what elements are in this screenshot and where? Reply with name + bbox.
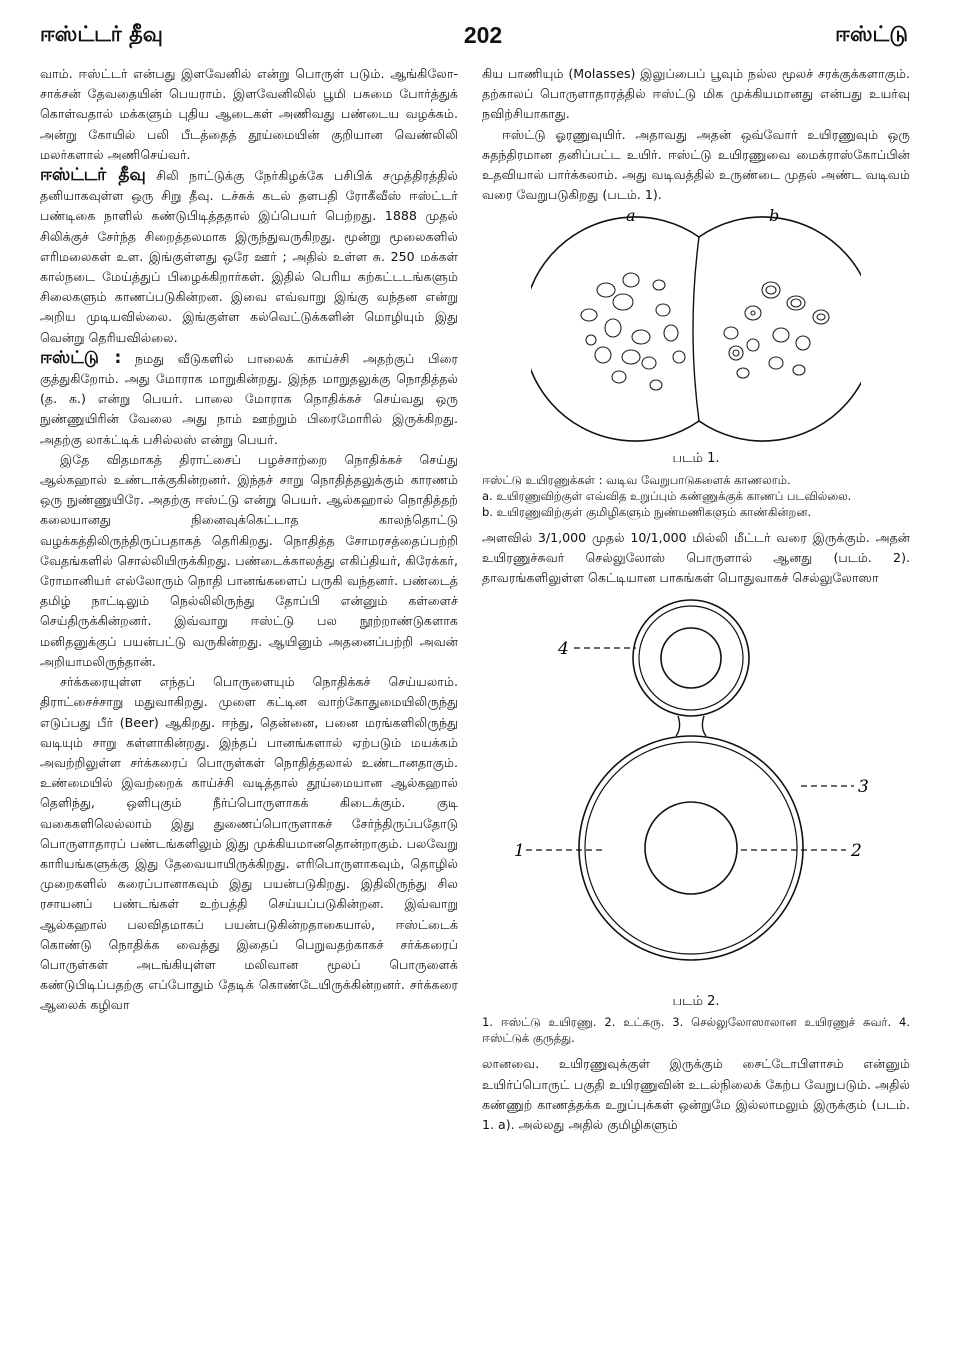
figure-1-label-a: a — [626, 206, 636, 226]
running-header-right: ஈஸ்ட்டு — [835, 22, 908, 46]
paragraph: சர்க்கரையுள்ள எந்தப் பொருளையும் நொதிக்கச் செய்யலாம். திராட்சைச்சாறு மதுவாகிறது. முளை கட்டின வாற்கோதுமையிலிருந்து எடுப்பது பீர் (Beer) ஆகிறது. ஈந்து, தென்னை, பனை மரங்களிலிருந்து வடியும் சாறு கள்ளாகின்றது. இந்தப் பானங்களால் ஏற்படும் மயக்கம் அவற்றிலுள்ள சர்க்கரைப் பொருள்கள் நொதித்தலால் உண்டானதாகும். உண்மையில் இவற்றைக் காய்ச்சி வடித்தால் தூய்மையான ஆல்கஹால் தெளிந்து, ஒளிபுகும் நீர்ப்பொருளாகக் கிடைக்கும். குடி வகைகளிலெல்லாம் இது துணைப்பொருளாகச் சேர்ந்திருப்பதோடு பொருளாதாரப் பண்டங்களிலும் இது முக்கியமானதொன்றாகும். பலவேறு காரியங்களுக்கு இது தேவையாயிருக்கிறது. எரிபொருளாகவும், தொழில் முறைகளில் கரைப்பானாகவும் இது பயன்படுகிறது. இதிலிருந்து சில ரசாயனப் பண்டங்கள் உற்பத்தி செய்யப்படுகின்றன. இவ்வாறு ஆல்கஹால் பலவிதமாகப் பயன்படுகின்றதாகையால், ஈஸ்ட்டைக் கொண்டு நொதிக்க வைத்து இதைப் பெறுவதற்காகச் சர்க்கரைப் பொருள்கள் அடங்கியுள்ள மலிவான மூலப் பொருளைக் கண்டுபிடிப்பதற்கு எப்போதும் தேடிக் கொண்டேயிருக்கின்றனர். சர்க்கரை ஆலைக் கழிவா — [40, 674, 458, 1013]
figure-2-cell-inner — [585, 742, 797, 954]
paragraph: அளவில் 3/1,000 முதல் 10/1,000 மில்லி மீட்டர் வரை இருக்கும். அதன் உயிரணுச்சுவர் செல்லுலோஸ் பொருளால் ஆனது (படம். 2). தாவரங்களிலுள்ள கெட்டியான பாகங்கள் பொதுவாகச் செல்லுலோஸா — [482, 529, 910, 586]
figure-1-note-a: a. உயிரணுவிற்குள் எவ்வித உறுப்பும் கண்ணுக்குக் காணப் படவில்லை. — [482, 488, 852, 503]
entry-headword: ஈஸ்ட்டர் தீவு — [40, 165, 146, 186]
figure-2-label-3: 3 — [858, 777, 869, 798]
figure-1-divider — [693, 237, 699, 421]
figure-2-yeast-cell-diagram — [506, 588, 886, 988]
figure-1-yeast-cells — [531, 205, 861, 445]
paragraph-continuation: கிய பாணியும் (Molasses) இலுப்பைப் பூவும் நல்ல மூலச் சரக்குக்களாகும். தற்காலப் பொருளாதாரத்தில் ஈஸ்ட்டு மிக முக்கியமானது என்பது உயர்வு நவிற்சியாகாது. — [482, 66, 911, 122]
entry-body: சிலி நாட்டுக்கு நேர்கிழக்கே பசிபிக் சமுத்திரத்தில் தனியாகவுள்ள ஒரு சிறு தீவு. டச்சுக் கடல் தளபதி ரோகீவீஸ் ஈஸ்ட்டர் பண்டிகை நாளில் கண்டுபிடித்ததால் இப்பெயர் பெற்றது. 1888 முதல் சிலிக்குச் சேர்ந்த சிறைத்தலமாக இருந்துவருகிறது. மூன்று மூலைகளில் எரிமலைகள் உள. இங்குள்ளது ஒரே ஊர் ; அதில் உள்ள சு. 250 மக்கள் கால்நடை மேய்த்துப் பிழைக்கிறார்கள். இதில் பெரிய கற்கட்டடங்களும் சிலைகளும் காணப்படுகின்றன. இவை எவ்வாறு இங்கு வந்தன என்று அறிய முடியவில்லை. இங்குள்ள கல்வெட்டுக்களின் மொழியும் இது வென்று தெரியவில்லை. — [40, 168, 459, 345]
left-column — [40, 64, 458, 1016]
paragraph-continuation: வாம். ஈஸ்ட்டர் என்பது இளவேனில் என்று பொருள் படும். ஆங்கிலோ-சாக்சன் தேவதையின் பெயராம். இளவேனிலில் பூமி பசுமை போர்த்துக் கொள்வதால் மக்களும் புதிய ஆடைகள் அணிவது பண்டைய வழக்கம். அன்று கோயில் பலி பீடத்தைத் தூய்மையின் குறியான வெண்லிலி மலர்களால் அணிசெய்வர். — [40, 66, 458, 162]
figure-2-label-4: 4 — [558, 639, 569, 660]
figure-2-bud-inner — [639, 606, 743, 710]
entry-headword: ஈஸ்ட்டு : — [40, 347, 122, 368]
figure-1-cells-a — [581, 273, 685, 390]
right-column — [482, 64, 910, 1135]
figure-2-label-1: 1 — [514, 841, 525, 862]
figure-1-note-b: b. உயிரணுவிற்குள் குமிழிகளும் நுண்மணிகளும் காண்கின்றன. — [482, 504, 812, 519]
figure-2-label-2: 2 — [851, 841, 862, 862]
figure-2-bud-nucleus — [661, 628, 721, 688]
paragraph: இதே விதமாகத் திராட்சைப் பழச்சாற்றை நொதிக்கச் செய்து ஆல்கஹால் உண்டாக்குகின்றனர். இந்தச் சாறு நொதித்தலுக்கும் காரணம் ஒரு நுண்ணுயிரே. அதற்கு ஈஸ்ட்டு என்று பெயர். ஆல்கஹால் நொதித்தற் கலையானது நினைவுக்கெட்டாத காலந்தொட்டு வழக்கத்திலிருந்திருப்பதாகத் தெரிகிறது. நொதித்த சோமரசத்தைப்பற்றி வேதங்களில் சொல்லியிருக்கிறது. பண்டைக்காலத்து எகிப்தியர், கிரேக்கர், ரோமானியர் எல்லோரும் நொதி பானங்களைப் பருகி வந்தனர். பண்டைத் தமிழ் நாட்டிலும் நெல்லிலிருந்து தோப்பி என்னும் கள்ளைச் செய்திருக்கின்றனர். இவ்வாறு ஈஸ்ட்டு பல நூற்றாண்டுகளாக மனிதனுக்குப் பயன்பட்டு வருகின்றது. ஆயினும் அதனைப்பற்றி அவன் அறியாமலிருந்தான். — [40, 451, 458, 669]
figure-2-note: 1. ஈஸ்ட்டு உயிரணு. 2. உட்கரு. 3. செல்லுலோஸாலான உயிரணுச் சுவர். 4. ஈஸ்ட்டுக் குருத்து. — [482, 1015, 910, 1046]
figure-1-label-b: b — [769, 206, 780, 226]
entry-yeast — [40, 348, 458, 450]
running-header-left: ஈஸ்ட்டர் தீவு — [40, 22, 163, 46]
figure-2-nucleus — [645, 802, 737, 894]
page-number: 202 — [463, 22, 503, 48]
figure-2-neck — [676, 716, 706, 736]
figure-1-caption: படம் 1. — [672, 451, 720, 467]
entry-body: நமது வீடுகளில் பாலைக் காய்ச்சி அதற்குப் பிரை குத்துகிறோம். அது மோராக மாறுகின்றது. இந்த மாறுதலுக்கு நொதித்தல் (த. க.) என்று பெயர். பாலை மோராக நொதிக்கச் செய்வது ஒரு நுண்ணுயிரின் வேலை அது நாம் ஊற்றும் பிரைமோரில் இருக்கிறது. அதற்கு லாக்ட்டிக் பசில்லஸ் என்று பெயர். — [40, 350, 459, 447]
figure-2-bud-outer — [633, 600, 749, 716]
figure-1-notes — [482, 472, 910, 520]
figure-1-cells-b — [724, 282, 829, 378]
paragraph: ஈஸ்ட்டு ஓரணுவுயிர். அதாவது அதன் ஒவ்வோர் உயிரணுவும் ஒரு சுதந்திரமான தனிப்பட்ட உயிர். ஈஸ்ட்டு உயிரணுவை மைக்ராஸ்கோப்பின் உதவியால் பார்க்கலாம். அது வடிவத்தில் உருண்டை முதல் அண்ட வடிவம் வரை வேறுபடுகிறது (படம். 1). — [482, 126, 910, 203]
paragraph: லானவை. உயிரணுவுக்குள் இருக்கும் சைட்டோபிளாசம் என்னும் உயிர்ப்பொருட் பகுதி உயிரணுவின் உடல்நிலைக் கேற்ப வேறுபடும். அதில் கண்ணுற் காணத்தக்க உறுப்புக்கள் ஒன்றுமே இல்லாமலும் இருக்கும் (படம். 1. a). அல்லது அதில் குமிழிகளும் — [482, 1056, 910, 1133]
figure-1-right-disc — [699, 217, 861, 441]
figure-2-cell-outer — [579, 736, 803, 960]
figure-1-left-disc — [531, 217, 699, 441]
figure-2-caption: படம் 2. — [672, 994, 720, 1010]
figure-1-note-main: ஈஸ்ட்டு உயிரணுக்கள் : வடிவ வேறுபாடுகளைக் காணலாம். — [482, 472, 791, 487]
entry-easter-island — [40, 165, 458, 348]
